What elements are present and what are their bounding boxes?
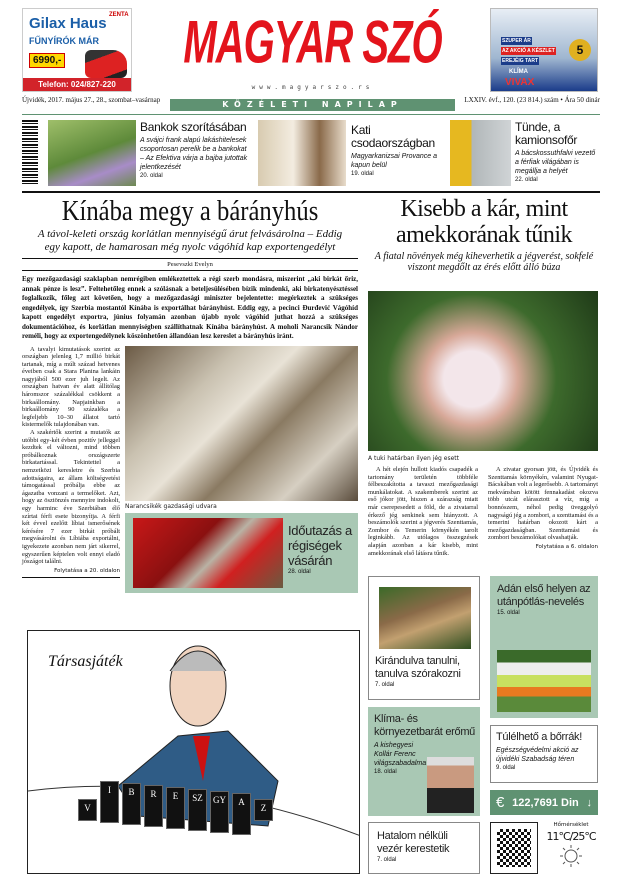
interior-photo[interactable]	[258, 120, 346, 186]
continued-link[interactable]: Folytatása a 6. oldalon	[535, 543, 598, 550]
lead-subheadline: A távol-keleti ország korlátlan mennyiségű árut felvásárolna – Eddig egy kapott, de hamarosan még nyolc vágóhíd kap exportengedélyt	[37, 228, 343, 253]
second-body-col2	[488, 466, 598, 550]
lead-media-column	[125, 346, 358, 593]
arrow-down-icon: ↓	[586, 796, 592, 809]
teaser-title: Bankok szorításában	[140, 120, 247, 134]
promo-antiques[interactable]	[125, 513, 358, 593]
ad-phone: Telefon: 024/827-220	[23, 78, 131, 91]
teaser-tunde[interactable]	[515, 121, 601, 183]
promo-adan[interactable]	[490, 576, 598, 718]
divider	[22, 114, 600, 115]
qr-pattern	[497, 829, 531, 867]
teaser-title: Tünde, a kamionsofőr	[515, 120, 578, 147]
page-ref: 28. oldal	[288, 568, 311, 575]
website-url[interactable]: www.magyarszo.rs	[251, 84, 374, 91]
domino: B	[122, 783, 141, 825]
cartoon-title: Társasjáték	[48, 653, 123, 670]
domino: Z	[254, 799, 273, 821]
lead-body	[22, 346, 120, 593]
second-subheadline: A fiatal növények még kiheverhetik a jégverést, sokfelé viszont megdőlt az érés előtt álló búza	[374, 251, 594, 273]
portrait-photo	[427, 757, 474, 813]
promo-title: Kirándulva tanulni, tanulva szórakozni	[375, 655, 461, 680]
domino-row	[78, 779, 273, 835]
promo-title: Hatalom nélküli vezér kerestetik	[377, 830, 450, 855]
euro-icon: €	[496, 794, 505, 811]
domino: SZ	[188, 789, 207, 831]
domino: E	[166, 787, 185, 829]
exchange-rate: 122,7691 Din	[512, 796, 579, 809]
ad-headline: FŰNYÍRÓK MÁR	[29, 36, 99, 46]
promo-hatalom[interactable]	[368, 822, 480, 874]
lead-story	[22, 196, 358, 593]
page-ref: 20. oldal	[140, 173, 163, 179]
promo-summary: A kishegyesi Kollár Ferenc világszabadalma	[374, 742, 427, 767]
weather-temps: 11°C/25°C	[546, 830, 596, 843]
hail-photo[interactable]	[368, 291, 598, 451]
second-body-col1	[368, 466, 478, 557]
issue-info: LXXIV. évf., 120. (23 814.) szám • Ára 50 dinár	[464, 96, 600, 104]
photo-caption: Narancsikék gazdasági udvara	[125, 502, 217, 510]
teaser-kati[interactable]	[351, 124, 447, 177]
photo-caption: A tuki határban ilyen jég esett	[368, 455, 459, 462]
masthead-logo: MAGYAR SZÓ	[183, 10, 442, 76]
continued-link[interactable]: Folytatása a 20. oldalon	[54, 567, 120, 574]
tagline-band: KÖZÉLETI NAPILAP	[170, 99, 455, 111]
page-ref: 7. oldal	[377, 857, 397, 863]
excursion-photo	[379, 587, 471, 649]
truck-photo[interactable]	[450, 120, 511, 186]
lead-columns	[22, 346, 358, 593]
teaser-summary: A bácskossuthfalvi vezető a férfiak világában is megállja a helyét	[515, 150, 596, 175]
domino: R	[144, 785, 163, 827]
page-ref: 15. oldal	[497, 610, 520, 616]
lead-lede: Egy mezőgazdasági szaklapban nemrégiben emlékeztettek a régi szerb mondásra, miszerint „aki birkát őriz, annak pénze is lesz”. Feltehetőleg ennek a szólásnak a beteljesülésében bízik mindenki, aki birkatenyésztéssel foglalkozik, főleg azt követően, hogy a mezőgazdasági miniszter bejelentette: megérkeztek a szükséges engedélyek, így Szerbia mostantól Kínába is exportálhat bárányhúst. Eddig egy, a pecinci Đurđević Vágóhíd kapott engedélyt exportra, június folyamán azonban újabb nyolc vágóhíd juthat hozzá a szükséges dokumentációhoz, és korlátlan mennyiségben szállíthatnak Kínába bárányhúst. A moholi Narancsik Nándor reméli, hogy az exportengedélynek köszönhetően állandóan lesz kereslet a bárányhús iránt.	[22, 275, 358, 340]
ad-town: ZENTA	[109, 12, 129, 18]
page-ref: 18. oldal	[374, 769, 397, 775]
qr-code[interactable]	[490, 822, 538, 874]
second-story	[368, 196, 600, 273]
lead-headline[interactable]: Kínába megy a bárányhús	[61, 196, 319, 227]
divider	[22, 191, 600, 193]
promo-klima[interactable]	[368, 707, 480, 816]
ad-gilax-haus[interactable]	[22, 8, 132, 92]
domino: GY	[210, 791, 229, 833]
paragraph: A tavalyi kimutatások szerint az országban jelenleg 1,7 millió birkát tartanak, míg a múlt század hetvenes éveiben csak a Stara Planina lankáin nagyjából 500 ezer juh legelt. Az országban hatvan év alatt állítólag háromszor százalékkal csökkent a birkaállomány. Napjainkban a birkaállomány 90 százaléka a legfeljebb 10–30 állatot tartó kistermelők tulajdonában van.	[22, 345, 120, 429]
promo-kirandulva[interactable]	[368, 576, 480, 700]
paper-boat-photo[interactable]	[48, 120, 136, 186]
cartoon-drawing	[28, 631, 360, 874]
page-ref: 19. oldal	[351, 171, 374, 177]
football-team-photo	[497, 650, 591, 712]
barcode	[22, 120, 38, 186]
lawnmower-image	[85, 50, 127, 78]
weather-label: Hőmérséklet	[553, 822, 589, 828]
teaser-summary: A svájci frank alapú lakáshitelesek csoportosan perelik be a bankokat – Az Efektiva várja a bajba jutottak jelentkezését	[140, 137, 248, 171]
ad-line: EREJÉIG TART	[502, 58, 539, 64]
sheep-photo[interactable]	[125, 346, 358, 501]
antiques-photo	[133, 518, 283, 588]
ad-line: SZUPER ÁR	[502, 38, 531, 44]
ad-brand: Gilax Haus	[29, 15, 107, 32]
promo-title: Adán első helyen az utánpótlás-nevelés	[497, 583, 591, 608]
domino: A	[232, 793, 251, 835]
promo-title: Időutazás a régiségek vásárán	[288, 522, 352, 568]
teaser-title: Kati csodaországban	[351, 123, 435, 150]
weather-widget	[542, 822, 600, 872]
paragraph: A zivatar gyorsan jött, és Újvidék és Szenttamás környékén, valamint Nyugat-Bácskában volt a legerősebb. A tartományt mekvánsban kötött fennakadást okozva több utcát elárasztott a víz, míg a bonnószem, néhol pedig üveggolyó nagyságú jég a zombori, a szenttamási és a temerini határban okozott kárt a mezőgazdaságban. Szenttamási és zombori beszámolókat olvashatják.	[488, 466, 598, 542]
promo-title: Túlélhető a bőrrák!	[496, 731, 583, 743]
ad-brand: VIVAX	[505, 77, 535, 88]
ad-vivax-klima[interactable]	[490, 8, 598, 92]
promo-title: Klíma- és környezetbarát erőmű	[374, 713, 475, 738]
promo-summary: Egészségvédelmi akció az újvidéki Szabadság téren	[496, 747, 579, 763]
domino: V	[78, 799, 97, 821]
byline: Pesevszki Evelyn	[167, 261, 213, 268]
ad-line: KLÍMA	[509, 69, 528, 75]
divider	[22, 577, 120, 578]
warranty-badge: 5	[569, 39, 591, 61]
domino: I	[100, 781, 119, 823]
page-ref: 22. oldal	[515, 177, 538, 183]
page-ref: 7. oldal	[375, 682, 395, 688]
exchange-rate-bar	[490, 790, 598, 815]
ad-price: 6990,-	[29, 53, 65, 68]
paragraph: A hét elején hullott kiadós csapadék a tartomány területén többféle félbeszakította a tavaszi mezőgazdasági munkálatokat. A szakemberek szerint az eső jókor jött, hiszen a szárazság miatt már cserepesedett a föld, de a zivatarral érkező jég senkinek sem hiányzott. A beszámolók szerint a jégverés Szenttamás, Zombor és Temerin környékén tarolt leginkább. Az utólagos összegzések alapján azonban a kár kisebb, mint amekkorának első látásra tűnik.	[368, 466, 478, 557]
ad-line: AZ AKCIÓ A KÉSZLET	[502, 48, 555, 54]
page-ref: 9. oldal	[496, 765, 516, 771]
promo-tulelheto[interactable]	[490, 725, 598, 783]
sun-icon	[558, 845, 584, 867]
paragraph: A szakértők szerint a mutatók az utóbbi egy-két évben pozitív jelleggel kezdtek el változni, mind többen próbálkoznak országszerte birkatartással. Tekintettel a nemzetközi keresletre és Szerbia adottságaira, az állam költségvetési támogatással próbálja ebbe az ágazatba vonzani a termelőket. Azt, hogy az ösztönzés mennyire indokolt, egy harminc éve Szerbiában élő szírtai férfi esete bizonyítja. A férfi két évvel ezelőtt líbiai ismerősének kérésére 7 ezer birkát próbált megvásárolni és Líbiába exportálni, igyekezete azonban nem járt sikerrel, egyszerűen képtelen volt ennyi eladó jószágot találni.	[22, 429, 120, 566]
second-headline[interactable]: Kisebb a kár, mint amekkorának tűnik	[395, 196, 573, 248]
cartoon[interactable]	[27, 630, 360, 874]
divider	[22, 270, 358, 271]
teaser-bankok[interactable]	[140, 121, 250, 179]
dateline: Újvidék, 2017. május 27., 28., szombat–vasárnap	[22, 96, 161, 104]
teaser-summary: Magyarkanizsai Provance a kapun belül	[351, 153, 437, 169]
